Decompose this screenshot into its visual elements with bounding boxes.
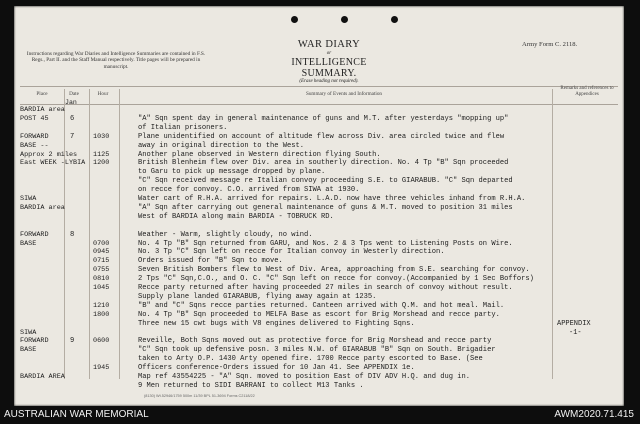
entry-text: 2 Tps "C" Sqn,C.O., and O. C. "C" Sqn left on recce for convoy.(Accompanied by 1 Sec Boffors) (138, 275, 534, 284)
entry-text: No. 4 Tp "B" Sqn proceeded to MELFA Base as escort for Brig Morshead and recce party. (138, 310, 500, 319)
archive-caption: AUSTRALIAN WAR MEMORIAL (4, 409, 149, 420)
entry-hour: 0600 (93, 337, 110, 346)
header-rule-top (20, 86, 618, 87)
header-rule-bottom (20, 104, 618, 105)
entry-text: "A" Sqn spent day in general maintenance of guns and M.T. after yesterdays "mopping up" (138, 114, 509, 123)
entry-place: East WEEK -LYBIA (20, 159, 86, 168)
entry-text: West of BARDIA along main BARDIA - TOBRUCK RD. (138, 212, 334, 221)
entry-hour: 1945 (93, 364, 110, 373)
entry-date: 8 (70, 230, 75, 239)
entry-text: taken to Arty O.P. 1430 Arty opened fire. 1700 Recce party escorted to Base. (See (138, 355, 483, 364)
entry-text: away in original direction to the West. (138, 141, 305, 150)
entry-text: British Blenheim flew over Div. area in southerly direction. No. 4 Tp "B" Sqn proceeded (138, 159, 509, 168)
entry-hour: 1030 (93, 132, 110, 141)
binder-hole (391, 16, 398, 23)
appendix-ref: APPENDIX (557, 320, 591, 328)
entry-text: No. 4 Tp "B" Sqn returned from GARU, and Nos. 2 & 3 Tps went to Listening Posts on Wire. (138, 239, 513, 248)
diary-page (14, 6, 624, 406)
column-rule (119, 89, 120, 379)
entry-text: Another plane observed in Western direction flying South. (138, 150, 381, 159)
entry-text: Orders issued for "B" Sqn to move. (138, 257, 283, 266)
accession-number: AWM2020.71.415 (554, 409, 634, 420)
appendix-ref-number: -1- (569, 329, 582, 337)
entry-place: Approx 2 miles (20, 150, 78, 159)
entry-place: BASE (20, 346, 37, 355)
title-intelligence-summary: INTELLIGENCE SUMMARY. (291, 57, 367, 79)
entry-place: BARDIA AREA (20, 373, 65, 381)
entry-hour: 1045 (93, 284, 110, 292)
entry-place: FORWARD (20, 132, 49, 141)
entry-place: SIWA (20, 195, 37, 203)
entry-place: POST 45 (20, 114, 49, 123)
month-label: Jan (65, 99, 77, 106)
instructions-note: Instructions regarding War Diaries and Intelligence Summaries are contained in F.S. Regs., Part II. and the Staff Manual respectively. Title pages will be prepared in manuscript. (26, 51, 206, 70)
binder-hole (341, 16, 348, 23)
col-remarks: Remarks and references to Appendices (560, 86, 614, 97)
entry-text: Plane unidentified on account of altitude flew across Div. area circled twice and flew (138, 132, 505, 141)
entry-text: of Italian prisoners. (138, 123, 228, 132)
entry-text: Seven British Bombers flew to West of Div. Area, approaching from S.E. searching for convoy. (138, 266, 530, 275)
entry-text: "A" Sqn after carrying out general maintenance of guns & M.T. moved to position 31 miles (138, 203, 513, 212)
entry-text: Supply plane landed GIARABUB, flying away again at 1235. (138, 292, 377, 301)
entry-place: SIWA (20, 328, 37, 337)
entry-text: "C" Sqn received message re Italian convoy proceeding S.E. to GIARABUB. "C" Sqn departed (138, 177, 513, 186)
title-or: or (326, 51, 332, 56)
entry-text: Weather - Warm, slightly cloudy, no wind. (138, 230, 313, 239)
entry-place: FORWARD (20, 337, 49, 346)
erase-note: (Erase heading not required). (299, 79, 359, 84)
entry-hour: 1200 (93, 159, 110, 168)
entry-date: 7 (70, 132, 75, 141)
col-place: Place (36, 91, 48, 97)
entry-text: on recce for convoy. C.O. arrived from SIWA at 1930. (138, 186, 360, 195)
entry-hour: 0755 (93, 266, 110, 275)
entry-date: 9 (70, 337, 75, 346)
entry-text: No. 3 Tp "C" Sqn left on recce for Italian convoy in Westerly direction. (138, 248, 445, 257)
entry-hour: 1125 (93, 150, 110, 159)
entry-text: 9 Men returned to SIDI BARRANI to collect M13 Tanks . (138, 381, 364, 390)
column-rule (552, 89, 553, 379)
entry-text: Recce party returned after having proceeded 27 miles in search of convoy without result. (138, 284, 513, 292)
entry-text: Reveille, Both Sqns moved out as protective force for Brig Morshead and recce party (138, 337, 492, 346)
entry-place: BARDIA area (20, 106, 65, 114)
entry-place: BASE (20, 239, 37, 248)
col-summary: Summary of Events and Information (305, 91, 383, 97)
printer-line: (8130) Wt.52946/1759 500m 11/39 BPL 51-3694 Forms C2118/22 (144, 394, 255, 398)
entry-place: FORWARD (20, 230, 49, 239)
entry-hour: 0700 (93, 239, 110, 248)
entry-text: Water cart of R.H.A. arrived for repairs. L.A.D. now have three vehicles inhand from R.H.A. (138, 195, 526, 203)
entry-hour: 1210 (93, 301, 110, 310)
entry-place: BARDIA area (20, 203, 65, 212)
column-rule (64, 89, 65, 379)
entry-text: to Garu to pick up message dropped by plane. (138, 168, 326, 177)
entry-hour: 0715 (93, 257, 110, 266)
col-date: Date (69, 91, 79, 97)
entry-place: BASE -- (20, 141, 49, 150)
entry-text: "B" and "C" Sqns recce parties returned. Canteen arrived with Q.M. and hot meal. Mail. (138, 301, 505, 310)
entry-text: Map ref 43554225 - "A" Sqn. moved to position East of DIV ADV H.Q. and dug in. (138, 373, 471, 381)
column-rule (89, 89, 90, 379)
entry-hour: 1800 (93, 310, 110, 319)
entry-text: "C" Sqn took up defensive posn. 3 miles N.W. of GIARABUB "B" Sqn on South. Brigadier (138, 346, 496, 355)
title-war-diary: WAR DIARY (297, 39, 361, 50)
entry-date: 6 (70, 114, 75, 123)
entry-text: Three new 15 cwt bugs with V8 engines delivered to Fighting Sqns. (138, 319, 415, 328)
entry-hour: 0945 (93, 248, 110, 257)
form-title (264, 39, 394, 84)
binder-hole (291, 16, 298, 23)
form-number: Army Form C. 2118. (522, 41, 578, 48)
entry-hour: 0810 (93, 275, 110, 284)
col-hour: Hour (97, 91, 109, 97)
entry-text: Officers conference-Orders issued for 10 Jan 41. See APPENDIX 1e. (138, 364, 415, 373)
